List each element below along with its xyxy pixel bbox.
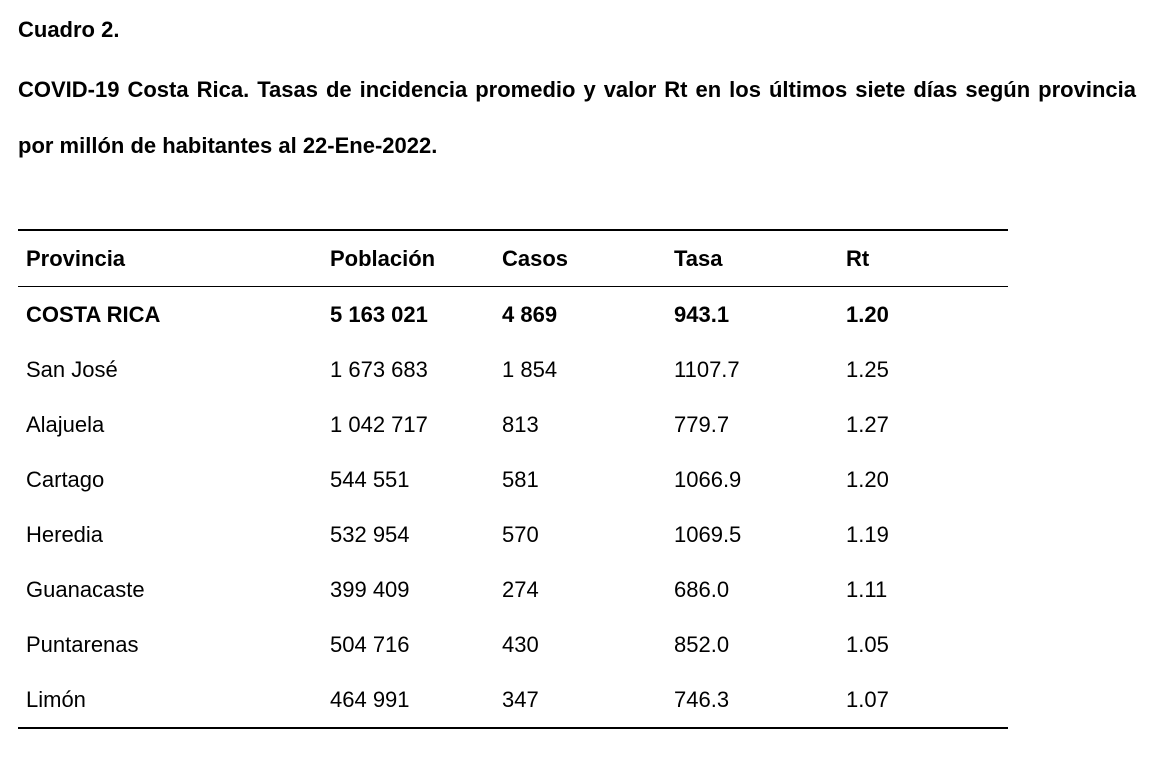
cell-provincia: Alajuela (26, 411, 105, 437)
cell-casos: 1 854 (502, 356, 558, 382)
header-provincia: Provincia (26, 245, 126, 271)
header-poblacion: Población (330, 245, 436, 271)
table-row (18, 617, 1008, 672)
cell-casos: 4 869 (502, 301, 558, 327)
cell-tasa: 1069.5 (674, 521, 742, 547)
header-rt: Rt (846, 245, 870, 271)
cell-poblacion: 5 163 021 (330, 301, 428, 327)
cell-provincia: Guanacaste (26, 576, 145, 602)
cell-provincia: Heredia (26, 521, 104, 547)
cell-rt: 1.27 (846, 411, 889, 437)
cell-tasa: 1066.9 (674, 466, 742, 492)
cell-rt: 1.07 (846, 686, 889, 712)
table-row (18, 452, 1008, 507)
cell-poblacion: 1 042 717 (330, 411, 428, 437)
cell-poblacion: 532 954 (330, 521, 410, 547)
header-casos: Casos (502, 245, 569, 271)
cell-rt: 1.05 (846, 631, 889, 657)
table-row-total (18, 287, 1008, 343)
cell-casos: 570 (502, 521, 539, 547)
cell-poblacion: 504 716 (330, 631, 410, 657)
cell-poblacion: 1 673 683 (330, 356, 428, 382)
cell-tasa: 943.1 (674, 301, 730, 327)
header-tasa: Tasa (674, 245, 723, 271)
cell-provincia: COSTA RICA (26, 301, 161, 327)
cell-provincia: San José (26, 356, 118, 382)
cell-rt: 1.20 (846, 301, 889, 327)
table-row (18, 342, 1008, 397)
table-row (18, 672, 1008, 728)
cell-rt: 1.11 (846, 576, 888, 602)
table-row (18, 562, 1008, 617)
cell-poblacion: 544 551 (330, 466, 410, 492)
cell-provincia: Puntarenas (26, 631, 139, 657)
cell-tasa: 746.3 (674, 686, 730, 712)
cell-casos: 813 (502, 411, 539, 437)
data-table (18, 229, 1008, 729)
table-header-row (18, 230, 1008, 287)
cell-rt: 1.25 (846, 356, 889, 382)
cell-casos: 274 (502, 576, 539, 602)
cell-casos: 581 (502, 466, 539, 492)
cell-provincia: Cartago (26, 466, 105, 492)
table-row (18, 397, 1008, 452)
cell-tasa: 1107.7 (674, 356, 740, 382)
cell-tasa: 779.7 (674, 411, 730, 437)
cell-poblacion: 399 409 (330, 576, 410, 602)
cell-poblacion: 464 991 (330, 686, 410, 712)
cell-provincia: Limón (26, 686, 86, 712)
table-row (18, 507, 1008, 562)
cell-tasa: 686.0 (674, 576, 730, 602)
cell-rt: 1.19 (846, 521, 889, 547)
table-label: Cuadro 2. (18, 17, 120, 42)
cell-casos: 347 (502, 686, 539, 712)
cell-tasa: 852.0 (674, 631, 730, 657)
table-caption: COVID-19 Costa Rica. Tasas de incidencia promedio y valor Rt en los últimos siete días según provincia por millón de habitantes al 22-Ene-2022. (18, 77, 1136, 158)
cell-rt: 1.20 (846, 466, 889, 492)
cell-casos: 430 (502, 631, 539, 657)
